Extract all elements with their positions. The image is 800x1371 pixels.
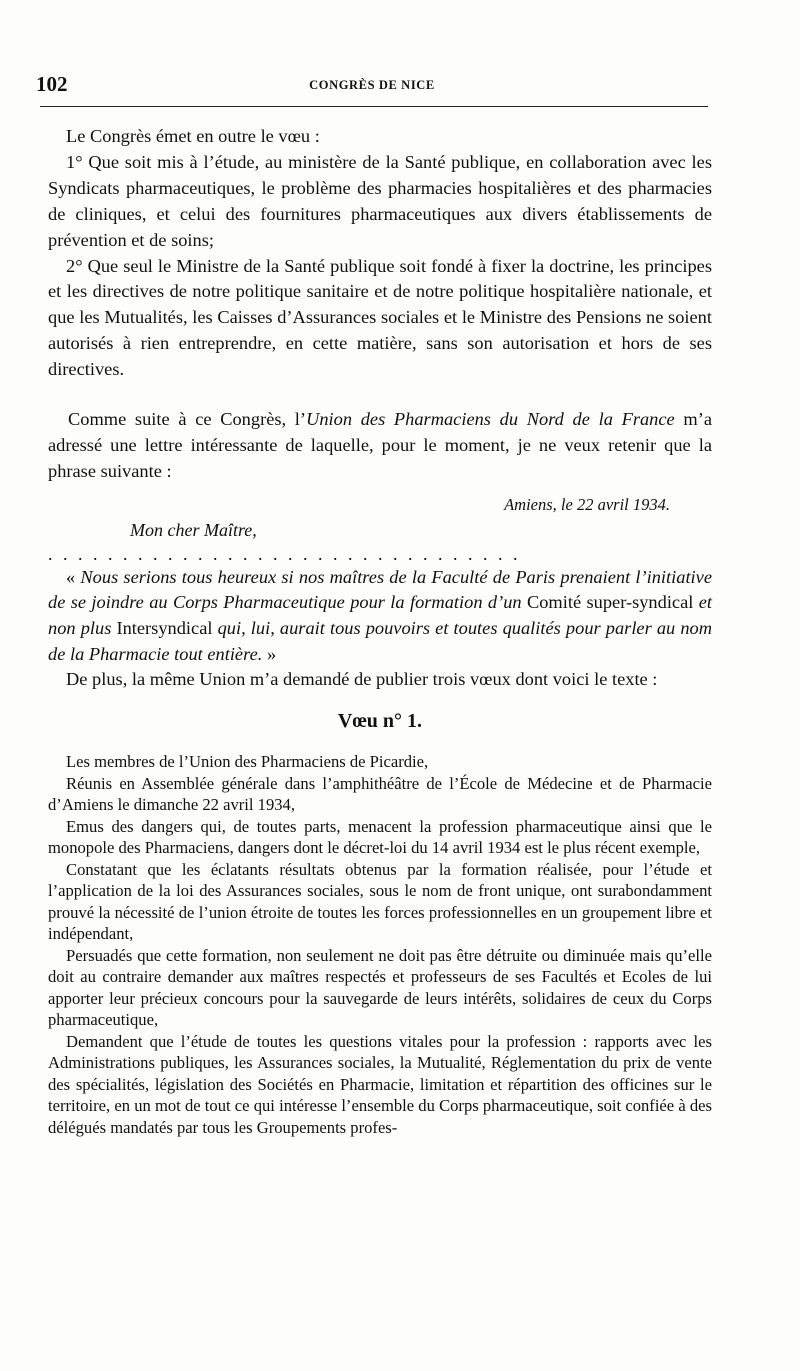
wish-paragraph: Constatant que les éclatants résultats obtenus par la formation réalisée, pour l’étude et l’application de la loi des Assurances sociales, sous le nom de front unique, ont surabondamment prouvé la nécessité de l’union étroite de toutes les forces professionnelles en un groupement libre et indépendant,: [48, 859, 712, 944]
quote-open: «: [66, 566, 81, 587]
wish-1-title: Vœu n° 1.: [337, 710, 423, 733]
congress-intro: Le Congrès émet en outre le vœu :: [66, 126, 320, 146]
quote-close: »: [262, 643, 277, 664]
quote-italic-1: Nous serions tous heureux si nos maîtres de la Faculté de Paris prenaient l’initiative de se joindre au Corps Pharmaceutique pour la formation d’un: [48, 566, 712, 613]
wish-item-1: 1° Que soit mis à l’étude, au ministère de la Santé publique, en collaboration avec les Syndicats pharmaceutiques, le problème des pharmacies hospitalières et des pharmacies de cliniques, et celui des fournitures pharmaceutiques aux divers établissements de prévention et de soins;: [48, 151, 712, 250]
letter-date: Amiens, le 22 avril 1934.: [504, 494, 670, 514]
page-header: [36, 72, 708, 102]
wish-paragraph: Les membres de l’Union des Pharmaciens de Picardie,: [66, 752, 429, 772]
letter-quote: [48, 565, 712, 667]
quote-italic-2: et non plus: [48, 592, 713, 638]
letter-intro-after: m’a adressé une lettre intéressante de laquelle, pour le moment, je ne veux retenir que la phrase suivante :: [48, 409, 713, 481]
quote-roman-1: Comité super-syndical: [521, 592, 699, 613]
body-text: [48, 124, 712, 1138]
letter-salutation: Mon cher Maître,: [130, 519, 257, 540]
letter-intro-paragraph: [48, 407, 712, 485]
running-title: CONGRÈS DE NICE: [309, 78, 435, 92]
ellipsis-line: ................................: [48, 543, 528, 564]
wish-paragraph: Demandent que l’étude de toutes les questions vitales pour la profession : rapports avec les Administrations publiques, les Assurances sociales, la Mutualité, Réglementation du prix de vente des spécialités, législation des Sociétés en Pharmacie, limitation et répartition des officines sur le territoire, en un mot de tout ce qui intéresse l’ensemble du Corps pharmaceutique, soit confiée à des délégués mandatés par tous les Groupements profes-: [48, 1031, 712, 1137]
quote-italic-3: qui, lui, aurait tous pouvoirs et toutes qualités pour parler au nom de la Pharmacie tout entière.: [48, 617, 713, 664]
wish-item-2: 2° Que seul le Ministre de la Santé publique soit fondé à fixer la doctrine, les principes et les directives de notre politique sanitaire et de notre politique hospitalière nationale, et que les Mutualités, les Caisses d’Assurances sociales et le Ministre des Pensions ne soient autorisés à rien entreprendre, en cette matière, sans son autorisation et hors de ses directives.: [48, 255, 712, 380]
wish-paragraph: Réunis en Assemblée générale dans l’amphithéâtre de l’École de Médecine et de Pharmacie d’Amiens le dimanche 22 avril 1934,: [48, 773, 712, 815]
letter-intro-before: Comme suite à ce Congrès, l’: [68, 409, 307, 430]
three-wishes-intro: De plus, la même Union m’a demandé de publier trois vœux dont voici le texte :: [66, 669, 658, 690]
header-rule: [40, 106, 708, 107]
wish-paragraph: Emus des dangers qui, de toutes parts, menacent la profession pharmaceutique ainsi que le monopole des Pharmaciens, dangers dont le décret-loi du 14 avril 1934 est le plus récent exemple,: [48, 816, 712, 858]
union-name: Union des Pharmaciens du Nord de la France: [306, 409, 675, 430]
quote-roman-2: Intersyndical: [111, 617, 218, 638]
page-number: 102: [36, 72, 68, 96]
wish-paragraph: Persuadés que cette formation, non seulement ne doit pas être détruite ou diminuée mais qu’elle doit au contraire demander aux maîtres respectés et professeurs de ses Facultés et Ecoles de lui apporter leur précieux concours pour la sauvegarde de leurs intérêts, solidaires de ceux du Corps pharmaceutique,: [48, 945, 712, 1030]
